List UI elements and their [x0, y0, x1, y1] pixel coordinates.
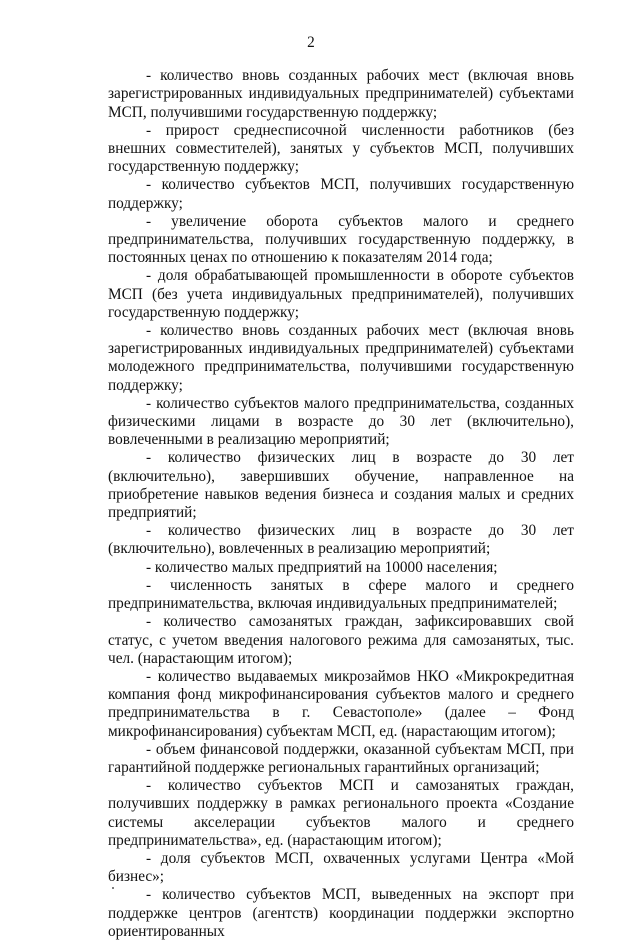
list-item: - количество вновь созданных рабочих мест (включая вновь зарегистрированных индивидуальных предпринимателей) субъектами МСП, получившими государственную поддержку;	[108, 67, 574, 121]
list-item: - количество субъектов малого предпринимательства, созданных физическими лицами в возрасте до 30 лет (включительно), вовлеченными в реализацию мероприятий;	[108, 394, 574, 449]
page-number: 2	[307, 34, 315, 51]
list-item: - количество вновь созданных рабочих мест (включая вновь зарегистрированных индивидуальных предпринимателей) субъектами молодежного предпринимательства, получившими государственную поддержку;	[108, 322, 574, 394]
list-item: - количество субъектов МСП, выведенных на экспорт при поддержке центров (агентств) координации поддержки экспортно ориентированных	[108, 886, 574, 940]
list-item: - количество субъектов МСП и самозанятых граждан, получивших поддержку в рамках регионального проекта «Создание системы акселерации субъектов малого и среднего предпринимательства», ед. (нарастающим итогом);	[108, 777, 574, 849]
list-item: - количество самозанятых граждан, зафиксировавших свой статус, с учетом введения налогового режима для самозанятых, тыс. чел. (нарастающим итогом);	[108, 613, 574, 667]
list-item: - прирост среднесписочной численности работников (без внешних совместителей), занятых у субъектов МСП, получивших государственную поддержку;	[108, 121, 574, 176]
scan-dot	[112, 887, 114, 889]
list-item: - количество выдаваемых микрозаймов НКО «Микрокредитная компания фонд микрофинансирования субъектов малого и среднего предпринимательства в г. Севастополе» (далее – Фонд микрофинансирования) субъектам МСП, ед. (нарастающим итогом);	[108, 667, 574, 740]
list-item: - объем финансовой поддержки, оказанной субъектам МСП, при гарантийной поддержке региональных гарантийных организаций;	[108, 740, 574, 776]
list-item: - численность занятых в сфере малого и среднего предпринимательства, включая индивидуальных предпринимателей;	[108, 576, 574, 613]
paragraph-list	[108, 67, 574, 941]
list-item: - количество субъектов МСП, получивших государственную поддержку;	[108, 176, 574, 212]
list-item: - количество физических лиц в возрасте до 30 лет (включительно), вовлеченных в реализацию мероприятий;	[108, 522, 574, 558]
list-item: - увеличение оборота субъектов малого и среднего предпринимательства, получивших государственную поддержку, в постоянных ценах по отношению к показателям 2014 года;	[108, 212, 574, 267]
list-item: - доля обрабатывающей промышленности в обороте субъектов МСП (без учета индивидуальных предпринимателей), получивших государственную поддержку;	[108, 267, 574, 321]
list-item: - количество малых предприятий на 10000 населения;	[146, 558, 498, 576]
list-item: - доля субъектов МСП, охваченных услугами Центра «Мой бизнес»;	[108, 849, 574, 886]
list-item: - количество физических лиц в возрасте до 30 лет (включительно), завершивших обучение, направленное на приобретение навыков ведения бизнеса и создания малых и средних предприятий;	[108, 449, 574, 522]
